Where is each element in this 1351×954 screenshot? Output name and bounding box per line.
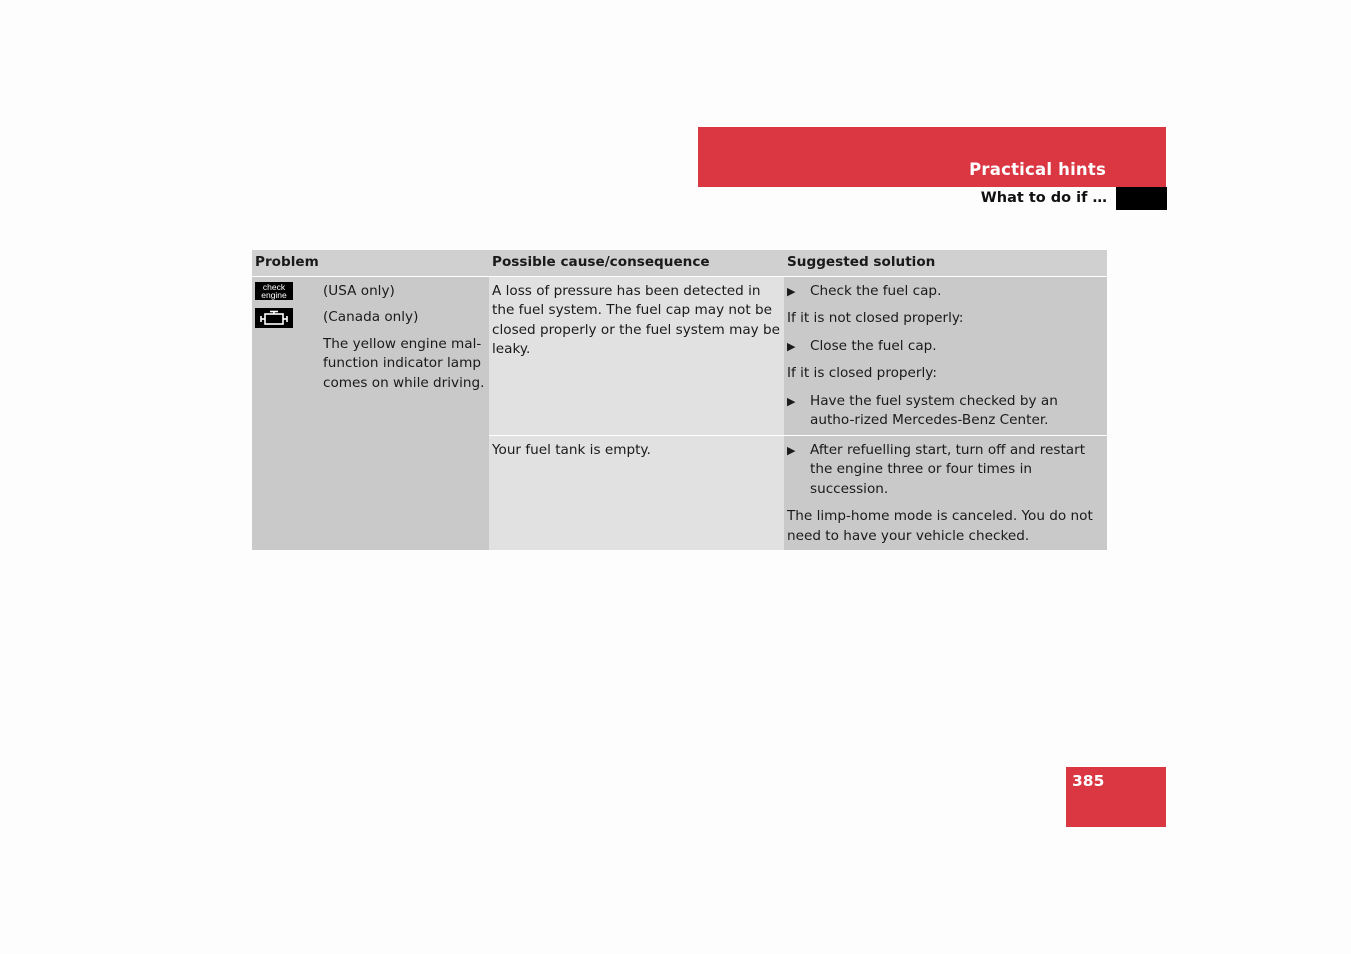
solution-step xyxy=(787,282,1104,302)
check-engine-icon-line2: engine xyxy=(261,290,287,300)
label-usa-only: (USA only) xyxy=(323,282,395,299)
bullet-arrow-icon: ▶ xyxy=(787,443,796,457)
subsection-title: What to do if … xyxy=(980,190,1107,206)
bullet-arrow-icon: ▶ xyxy=(787,284,796,298)
problem-description: The yellow engine mal-function indicator lamp comes on while driving. xyxy=(323,335,485,391)
solution-note: The limp-home mode is canceled. You do not need to have your vehicle checked. xyxy=(787,508,1093,544)
check-engine-icon-line1: check xyxy=(262,282,286,292)
solution-step-text: Have the fuel system checked by an autho-rized Mercedes-Benz Center. xyxy=(810,392,1058,428)
check-engine-icon xyxy=(255,282,293,300)
section-title: Practical hints xyxy=(969,160,1106,179)
label-canada-only: (Canada only) xyxy=(323,309,419,325)
solution-cell xyxy=(784,435,1107,550)
solution-step-text: Close the fuel cap. xyxy=(810,337,937,354)
solution-step-text: Check the fuel cap. xyxy=(810,282,942,299)
table-row xyxy=(252,276,1107,435)
bullet-arrow-icon: ▶ xyxy=(787,394,796,408)
page-number: 385 xyxy=(1072,772,1105,790)
solution-step xyxy=(787,337,1104,357)
header-problem: Problem xyxy=(252,250,489,276)
cause-cell: Your fuel tank is empty. xyxy=(489,435,784,550)
section-tab-marker xyxy=(1116,187,1167,210)
problem-cell xyxy=(252,276,489,550)
solution-condition: If it is closed properly: xyxy=(787,365,937,381)
header-cause: Possible cause/consequence xyxy=(489,250,784,276)
engine-icon xyxy=(255,308,293,328)
solution-step xyxy=(787,392,1104,431)
solution-step-text: After refuelling start, turn off and restart the engine three or four times in succession. xyxy=(810,441,1086,497)
solution-cell xyxy=(784,276,1107,435)
troubleshooting-table xyxy=(252,250,1107,550)
bullet-arrow-icon: ▶ xyxy=(787,339,796,353)
table-header-row xyxy=(252,250,1107,276)
cause-cell: A loss of pressure has been detected in the fuel system. The fuel cap may not be closed properly or the fuel system may be leaky. xyxy=(489,276,784,435)
page-number-box xyxy=(1066,767,1166,827)
solution-condition: If it is not closed properly: xyxy=(787,310,964,326)
header-solution: Suggested solution xyxy=(784,250,1107,276)
header-band xyxy=(698,127,1166,187)
solution-step xyxy=(787,441,1104,500)
